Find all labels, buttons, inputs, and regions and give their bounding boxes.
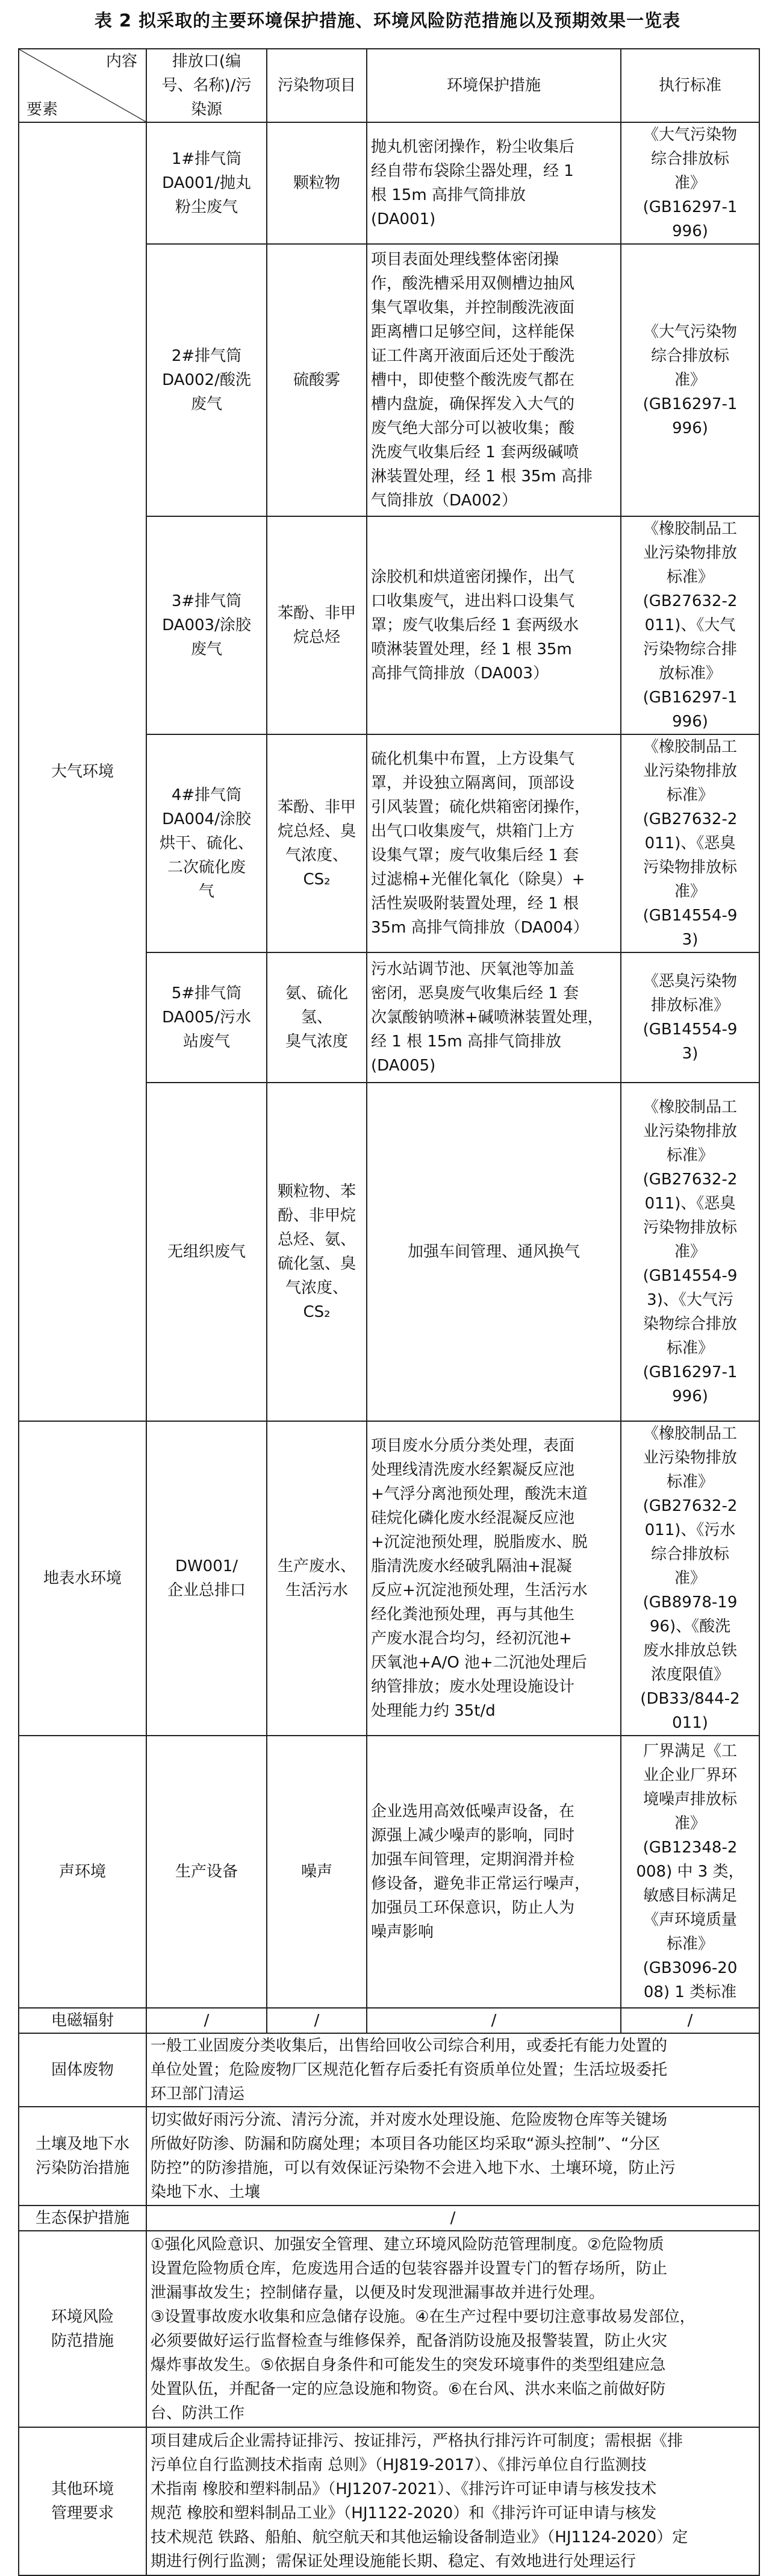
standard-cell: 厂界满足《工 业企业厂界环 境噪声排放标 准》 (GB12348-2 008) 中 3 类， 敏感目标满足 《声环境质量 标准》 (GB3096-20 08) 1 类标准 (621, 1736, 759, 2008)
measure-cell: 项目废水分质分类处理，表面 处理线清洗废水经絮凝反应池 +气浮分离池预处理，酸洗末道 硅烷化磷化废水经混凝反应池 +沉淀池预处理，脱脂废水、脱 脂清洗废水经破乳隔油+混凝 反应+沉淀池预处理，生活污水 经化粪池预处理，再与其他生 产废水混合均匀，经初沉池+ 厌氧池+A/O 池+二沉池处理后 纳管排放；废水处理设施设计 处理能力约 35t/d (367, 1421, 621, 1736)
element-ecology: 生态保护措施 (19, 2206, 146, 2231)
standard-cell: 《恶臭污染物 排放标准》 (GB14554-9 3) (621, 952, 759, 1083)
other-requirements: 项目建成后企业需持证排污、按证排污，严格执行排污许可制度；需根据《排 污单位自行监测技术指南 总则》（HJ819-2017）、《排污单位自行监测技 术指南 橡胶和塑料制品》（HJ1207-2021）、《排污许可证申请与核发技术 规范 橡胶和塑料制品工业》（HJ1122-2020）和《排污许可证申请与核发 技术规范 铁路、船舶、航空航天和其他运输设备制造业》（HJ1124-2020）定 期进行例行监测；需保证处理设施能长期、稳定、有效地进行处理运行 (146, 2427, 759, 2575)
soil-groundwater-measures: 切实做好雨污分流、清污分流，并对废水处理设施、危险废物仓库等关键场 所做好防渗、防漏和防腐处理；本项目各功能区均采取“源头控制”、“分区 防控”的防渗措施，可以有效保证污染物不会进入地下水、土壤环境，防止污 染地下水、土壤 (146, 2107, 759, 2206)
ecology-measures: / (146, 2206, 759, 2231)
header-corner-cell (19, 49, 146, 122)
table-row (19, 122, 759, 244)
element-air: 大气环境 (19, 122, 146, 1421)
pollutant-cell: 苯酚、非甲 烷总烃 (267, 516, 367, 734)
outlet-cell: 5#排气筒 DA005/污水 站废气 (146, 952, 267, 1083)
measure-cell: 抛丸机密闭操作，粉尘收集后 经自带布袋除尘器处理，经 1 根 15m 高排气筒排放 (DA001) (367, 122, 621, 244)
header-corner-element: 要素 (26, 101, 58, 119)
outlet-cell: 生产设备 (146, 1736, 267, 2008)
pollutant-cell: / (267, 2008, 367, 2033)
pollutant-cell: 生产废水、 生活污水 (267, 1421, 367, 1736)
standard-cell: 《大气污染物 综合排放标 准》 (GB16297-1 996) (621, 244, 759, 516)
table-row (19, 2427, 759, 2575)
table-row (19, 2008, 759, 2033)
element-noise: 声环境 (19, 1736, 146, 2008)
standard-cell: 《橡胶制品工 业污染物排放 标准》 (GB27632-2 011)、《恶臭 污染物排放标 准》 (GB14554-9 3) (621, 734, 759, 952)
measures-table (18, 48, 760, 2576)
measure-cell: 加强车间管理、通风换气 (367, 1083, 621, 1421)
header-standard: 执行标准 (621, 49, 759, 122)
table-row (19, 2231, 759, 2427)
measure-cell: 项目表面处理线整体密闭操 作，酸洗槽采用双侧槽边抽风 集气罩收集，并控制酸洗液面 距离槽口足够空间，这样能保 证工件离开液面后还处于酸洗 槽中，即使整个酸洗废气都在 槽内盘旋，确保挥发入大气的 废气绝大部分可以被收集；酸 洗废气收集后经 1 套两级碱喷 淋装置处理，经 1 根 35m 高排 气筒排放（DA002） (367, 244, 621, 516)
outlet-cell: / (146, 2008, 267, 2033)
standard-cell: 《橡胶制品工 业污染物排放 标准》 (GB27632-2 011)、《恶臭 污染物排放标 准》 (GB14554-9 3)、《大气污 染物综合排放 标准》 (GB16297-1 996) (621, 1083, 759, 1421)
table-title: 表 2 拟采取的主要环境保护措施、环境风险防范措施以及预期效果一览表 (94, 10, 681, 31)
table-row (19, 2107, 759, 2206)
pollutant-cell: 硫酸雾 (267, 244, 367, 516)
element-radiation: 电磁辐射 (19, 2008, 146, 2033)
element-solid-waste: 固体废物 (19, 2033, 146, 2107)
element-other: 其他环境 管理要求 (19, 2427, 146, 2575)
measure-cell: / (367, 2008, 621, 2033)
measure-cell: 硫化机集中布置，上方设集气 罩，并设独立隔离间，顶部设 引风装置；硫化烘箱密闭操作， 出气口收集废气，烘箱门上方 设集气罩；废气收集后经 1 套 过滤棉+光催化氧化（除臭）+ 活性炭吸附装置处理，经 1 根 35m 高排气筒排放（DA004） (367, 734, 621, 952)
outlet-cell: 3#排气筒 DA003/涂胶 废气 (146, 516, 267, 734)
standard-cell: 《橡胶制品工 业污染物排放 标准》 (GB27632-2 011)、《大气 污染物综合排 放标准》 (GB16297-1 996) (621, 516, 759, 734)
outlet-cell: 2#排气筒 DA002/酸洗 废气 (146, 244, 267, 516)
solid-waste-measures: 一般工业固废分类收集后，出售给回收公司综合利用，或委托有能力处置的 单位处置；危险废物厂区规范化暂存后委托有资质单位处置；生活垃圾委托 环卫部门清运 (146, 2033, 759, 2107)
outlet-cell: 1#排气筒 DA001/抛丸 粉尘废气 (146, 122, 267, 244)
table-row (19, 1421, 759, 1736)
outlet-cell: DW001/ 企业总排口 (146, 1421, 267, 1736)
pollutant-cell: 苯酚、非甲 烷总烃、臭 气浓度、 CS₂ (267, 734, 367, 952)
standard-cell: 《橡胶制品工 业污染物排放 标准》 (GB27632-2 011)、《污水 综合排放标 准》 (GB8978-19 96)、《酸洗 废水排放总铁 浓度限值》 (DB33/844-2 011) (621, 1421, 759, 1736)
measure-cell: 涂胶机和烘道密闭操作，出气 口收集废气，进出料口设集气 罩；废气收集后经 1 套两级水 喷淋装置处理，经 1 根 35m 高排气筒排放（DA003） (367, 516, 621, 734)
table-row (19, 2206, 759, 2231)
measure-cell: 企业选用高效低噪声设备，在 源强上减少噪声的影响，同时 加强车间管理，定期润滑并检 修设备，避免非正常运行噪声， 加强员工环保意识，防止人为 噪声影响 (367, 1736, 621, 2008)
outlet-cell: 无组织废气 (146, 1083, 267, 1421)
pollutant-cell: 颗粒物 (267, 122, 367, 244)
header-outlet: 排放口(编 号、名称)/污 染源 (146, 49, 267, 122)
header-row (19, 49, 759, 122)
standard-cell: / (621, 2008, 759, 2033)
pollutant-cell: 氨、硫化氢、 臭气浓度 (267, 952, 367, 1083)
element-soil-groundwater: 土壤及地下水 污染防治措施 (19, 2107, 146, 2206)
risk-measures: ①强化风险意识、加强安全管理、建立环境风险防范管理制度。②危险物质 设置危险物质仓库，危废选用合适的包装容器并设置专门的暂存场所，防止 泄漏事故发生；控制储存量，以便及时发现泄漏事故并进行处理。 ③设置事故废水收集和应急储存设施。④在生产过程中要切注意事故易发部位， 必须要做好运行监督检查与维修保养，配备消防设施及报警装置，防止火灾 爆炸事故发生。⑤依据自身条件和可能发生的突发环境事件的类型组建应急 处置队伍，并配备一定的应急设施和物资。⑥在台风、洪水来临之前做好防 台、防洪工作 (146, 2231, 759, 2427)
table-row (19, 1736, 759, 2008)
pollutant-cell: 颗粒物、苯 酚、非甲烷 总烃、氨、 硫化氢、臭 气浓度、 CS₂ (267, 1083, 367, 1421)
header-measure: 环境保护措施 (367, 49, 621, 122)
table-row (19, 2033, 759, 2107)
element-risk: 环境风险 防范措施 (19, 2231, 146, 2427)
header-corner-content: 内容 (105, 52, 137, 70)
outlet-cell: 4#排气筒 DA004/涂胶 烘干、硫化、 二次硫化废 气 (146, 734, 267, 952)
header-pollutant: 污染物项目 (267, 49, 367, 122)
standard-cell: 《大气污染物 综合排放标 准》 (GB16297-1 996) (621, 122, 759, 244)
element-water: 地表水环境 (19, 1421, 146, 1736)
pollutant-cell: 噪声 (267, 1736, 367, 2008)
measure-cell: 污水站调节池、厌氧池等加盖 密闭，恶臭废气收集后经 1 套 次氯酸钠喷淋+碱喷淋装置处理， 经 1 根 15m 高排气筒排放 (DA005) (367, 952, 621, 1083)
